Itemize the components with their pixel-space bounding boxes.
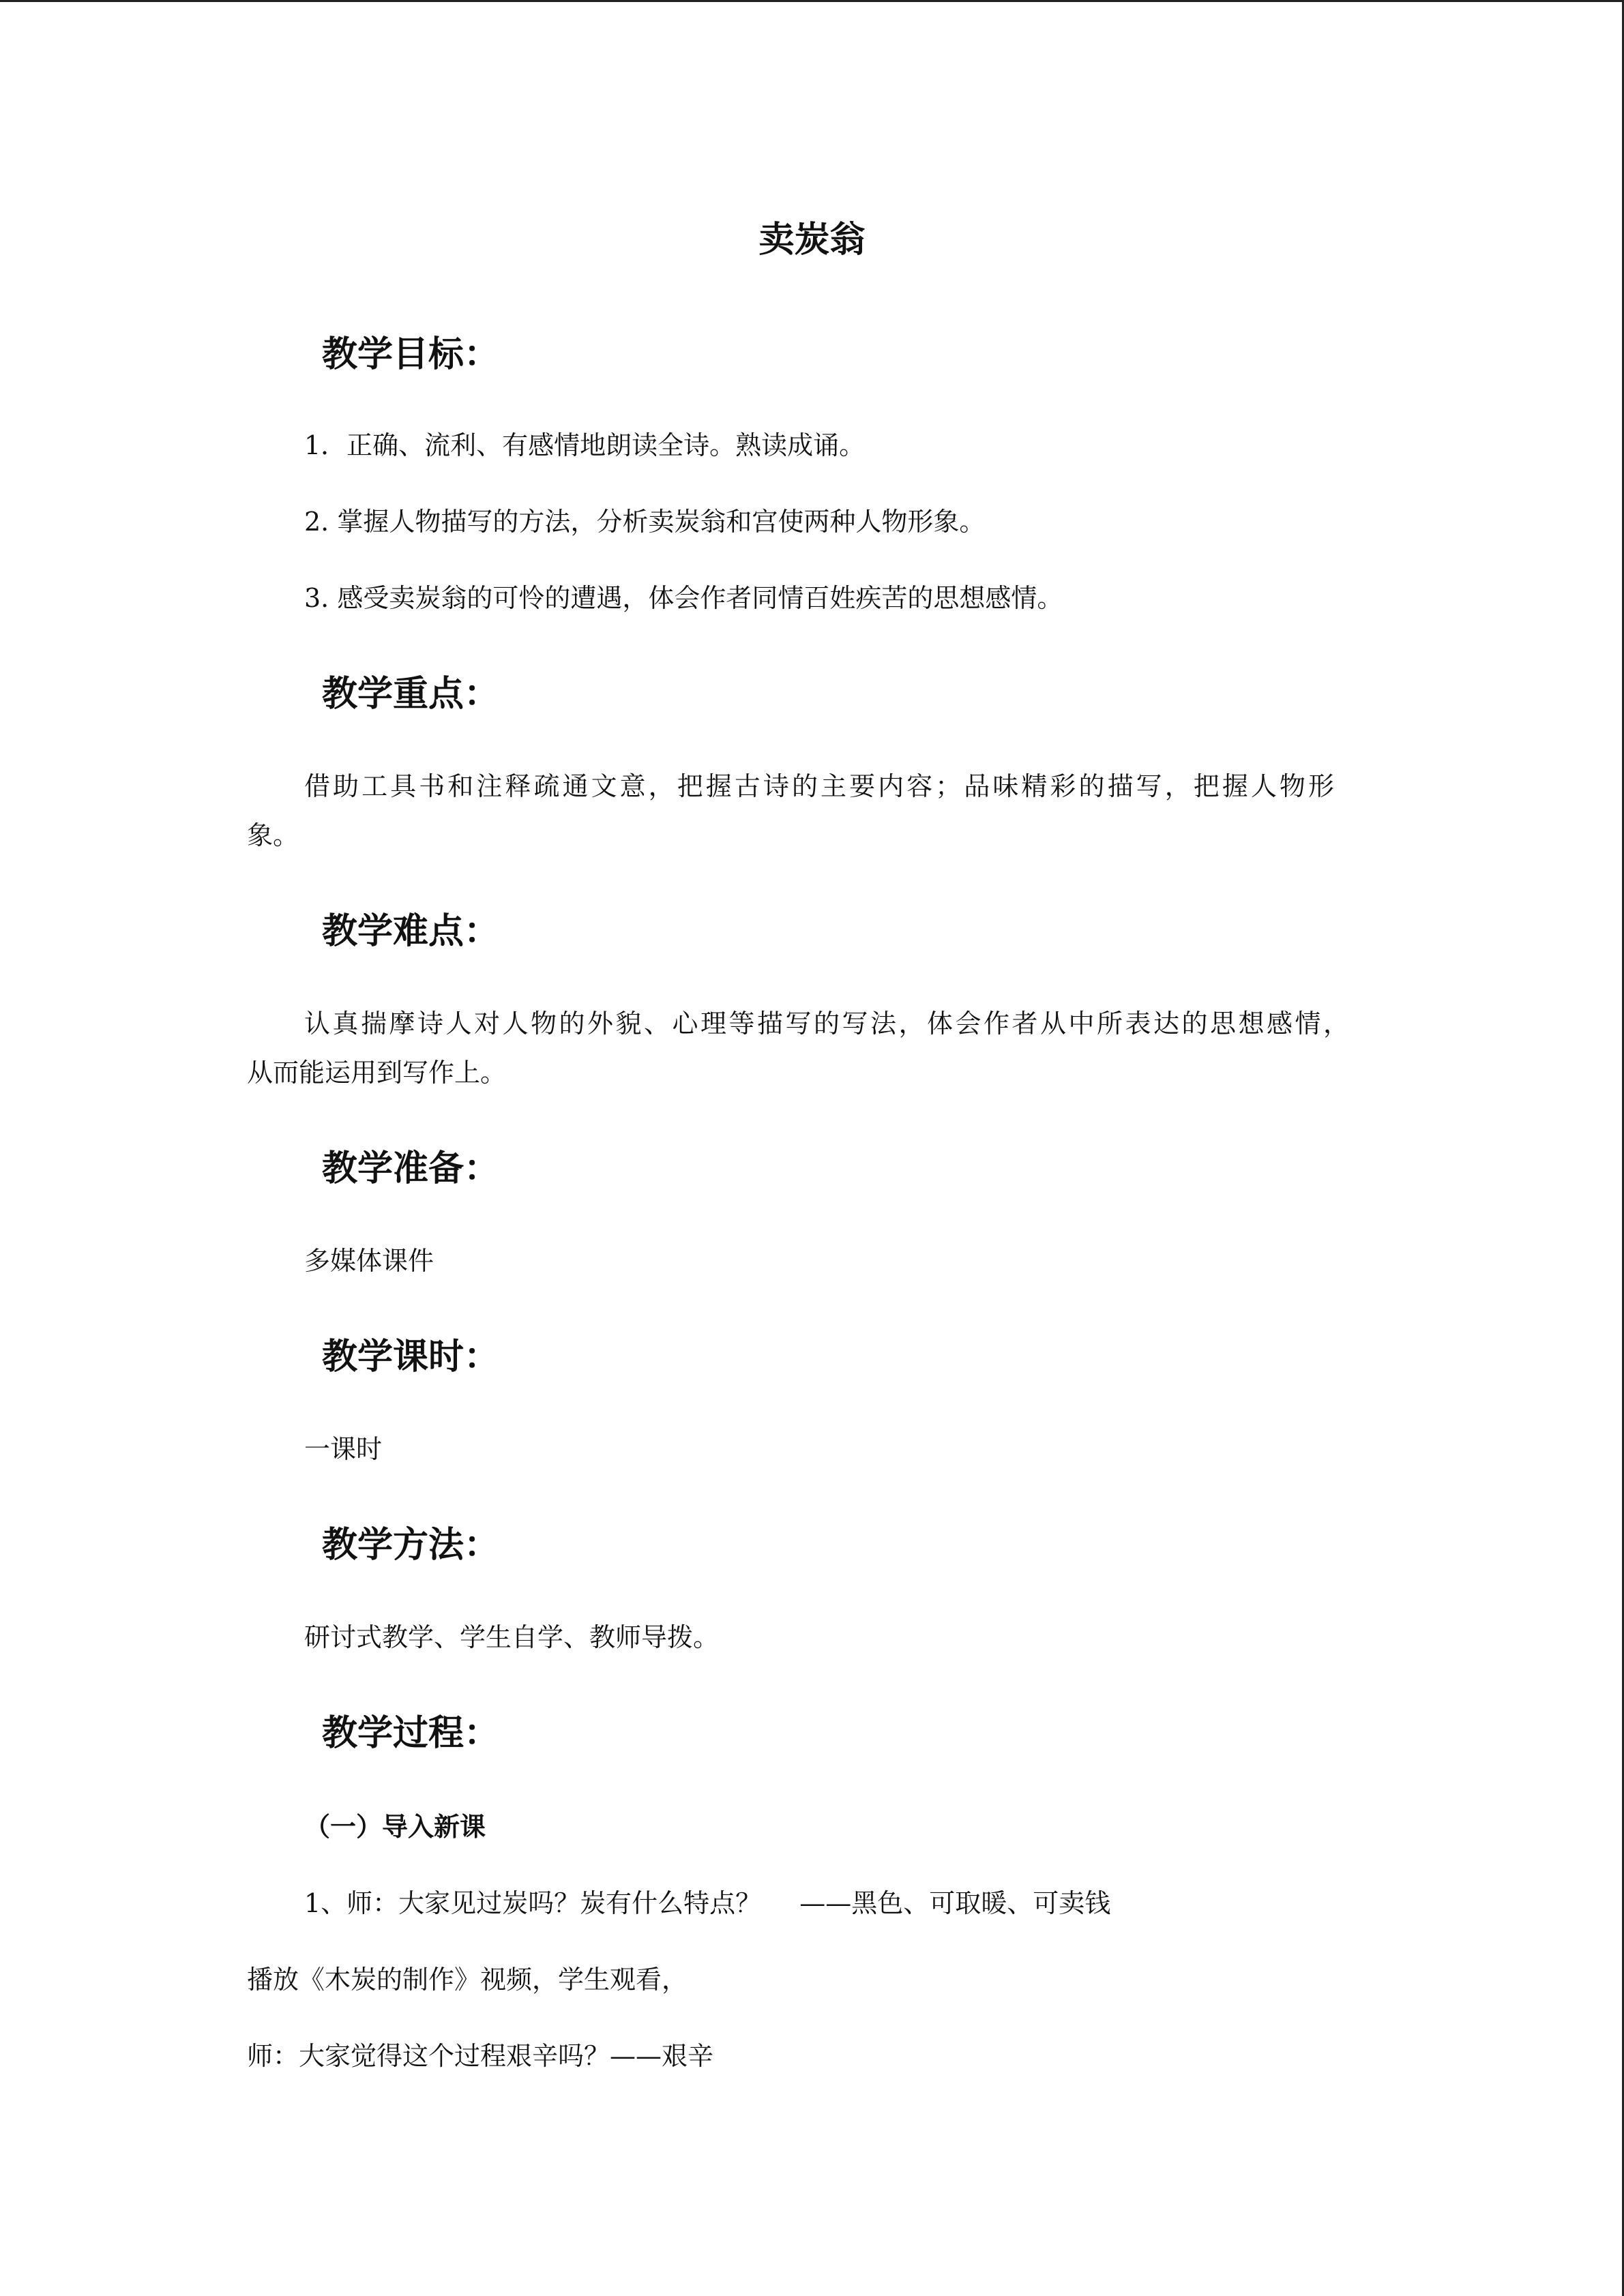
difficulties-text-line-1: 认真揣摩诗人对人物的外貌、心理等描写的写法，体会作者从中所表达的思想感情，	[304, 1009, 1349, 1039]
objective-item-1: 1．正确、流利、有感情地朗读全诗。熟读成诵。	[304, 430, 866, 460]
heading-duration: 教学课时：	[322, 1336, 500, 1377]
process-line-2: 播放《木炭的制作》视频，学生观看，	[247, 1965, 688, 1995]
key-points-text-line-1: 借助工具书和注释疏通文意，把握古诗的主要内容；品味精彩的描写，把握人物形	[304, 771, 1334, 801]
heading-process: 教学过程：	[322, 1712, 500, 1754]
objective-item-3: 3. 感受卖炭翁的可怜的遭遇，体会作者同情百姓疾苦的思想感情。	[304, 583, 1063, 613]
process-line-1-answer: ——黑色、可取暖、可卖钱	[799, 1888, 1111, 1918]
heading-difficulties: 教学难点：	[322, 910, 500, 952]
difficulties-text-line-2: 从而能运用到写作上。	[247, 1058, 507, 1088]
methods-text: 研讨式教学、学生自学、教师导拨。	[304, 1622, 720, 1652]
process-line-3: 师：大家觉得这个过程艰辛吗？——艰辛	[247, 2041, 714, 2071]
objective-item-2: 2. 掌握人物描写的方法，分析卖炭翁和宫使两种人物形象。	[304, 507, 986, 537]
heading-objectives: 教学目标：	[322, 333, 500, 375]
heading-preparation: 教学准备：	[322, 1148, 500, 1189]
heading-methods: 教学方法：	[322, 1524, 500, 1566]
key-points-text-line-2: 象。	[247, 820, 299, 850]
process-line-1	[304, 1885, 1110, 1922]
process-subheading: （一）导入新课	[304, 1811, 486, 1842]
process-line-1-question: 1、师：大家见过炭吗？炭有什么特点？	[304, 1888, 762, 1918]
document-title: 卖炭翁	[758, 219, 866, 260]
preparation-text: 多媒体课件	[304, 1246, 434, 1276]
page-border-top	[0, 0, 1624, 2]
duration-text: 一课时	[304, 1434, 383, 1464]
heading-key-points: 教学重点：	[322, 673, 500, 715]
